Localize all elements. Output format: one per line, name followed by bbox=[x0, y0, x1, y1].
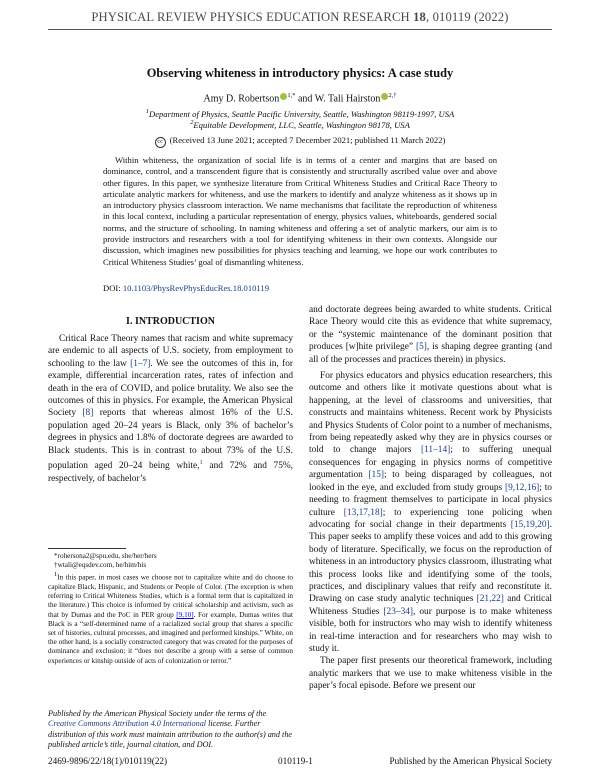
citation-link[interactable]: [13,17,18] bbox=[343, 507, 383, 518]
paragraph bbox=[48, 333, 293, 485]
creative-commons-icon: cc bbox=[155, 137, 166, 148]
header-rule bbox=[48, 29, 552, 30]
citation-link[interactable]: [21,22] bbox=[476, 594, 504, 605]
section-heading: I. INTRODUCTION bbox=[126, 316, 215, 327]
citation-link[interactable]: [11–14] bbox=[421, 445, 451, 456]
footnotes bbox=[48, 552, 293, 666]
text-run: reports that whereas almost 16% of the U.S. population aged 20–24 years is Black, only 3% of bachelor’s degrees in physics and 1.8% of doctorate degrees are awarded to Black students. This is in contrast to about 73% of the U.S. population aged 20–24 being white, bbox=[48, 408, 293, 472]
author-1-sup: 1,* bbox=[287, 92, 296, 99]
footnote-link[interactable]: 1 bbox=[199, 459, 203, 467]
text-run: and doctorate degrees being awarded to white students. Critical Race Theory would cite this as evidence that white supremacy, or the “systemic maintenance of the dominant position that produces [w]hite privilege” bbox=[309, 305, 552, 353]
affiliation-2-sup: 2 bbox=[190, 119, 194, 126]
article-number: 010119 bbox=[432, 10, 471, 24]
footer-page: 010119-1 bbox=[278, 756, 313, 766]
publication-notice bbox=[48, 709, 293, 750]
paragraph bbox=[309, 304, 552, 366]
citation-link[interactable]: [23–34] bbox=[383, 606, 414, 617]
left-column bbox=[48, 333, 293, 485]
text-run: , our purpose is to make whiteness visible, both for instructors who may wish to identify whiteness in real-time interaction and for researchers who may wish to study it. bbox=[309, 606, 552, 654]
citation-link[interactable]: [5] bbox=[415, 342, 427, 353]
text-run: For physics educators and physics education researchers, this outcome and others like it motivate questions about what is happening, at the level of classrooms and universities, that constructs and maintains whiteness. Recent work by Physicists and Physics Students of Color point to a number of mechanisms, from being repeatedly asked why they are in physics courses or told to change majors bbox=[309, 371, 552, 456]
license-link[interactable]: Creative Commons Attribution 4.0 International bbox=[48, 719, 207, 729]
received-text: (Received 13 June 2021; accepted 7 December 2021; published 11 March 2022) bbox=[169, 135, 446, 145]
footnote-rule bbox=[48, 548, 126, 549]
citation-link[interactable]: [1–7] bbox=[130, 358, 151, 369]
journal-volume: 18 bbox=[413, 10, 426, 24]
journal-name: PHYSICAL REVIEW PHYSICS EDUCATION RESEARCH bbox=[91, 10, 410, 24]
text-run: , is shaping degree granting (and all of the processes and practices therein) in physics. bbox=[309, 342, 553, 365]
text-run: ; to experiencing tone policing when advocating for social change in their departments bbox=[309, 507, 553, 530]
text-run: . This paper seeks to amplify these voices and add to this growing body of literature. Specifically, we focus on the reproduction of whiteness in an introductory physics classroom, illustrating what this process looks like and identifying some of the tools, practices, and disciplinary values that reify and reconstitute it. Drawing on case study analytic techniques bbox=[309, 519, 552, 605]
citation-link[interactable]: [15] bbox=[368, 470, 385, 481]
author-line bbox=[48, 92, 552, 104]
affiliation-2 bbox=[48, 119, 552, 130]
citation-link[interactable]: [9,12,16] bbox=[505, 482, 540, 493]
footer-left: 2469-9896/22/18(1)/010119(22) bbox=[48, 756, 168, 766]
doi-line bbox=[103, 283, 269, 293]
citation-link[interactable]: [15,19,20] bbox=[510, 519, 550, 530]
text-run: ; to being disparaged by colleagues, not looked in the eye, and excluded from study groups bbox=[309, 470, 552, 493]
footnote-marker: 1 bbox=[54, 571, 58, 579]
journal-year: (2022) bbox=[474, 10, 509, 24]
paper-title: Observing whiteness in introductory physics: A case study bbox=[146, 66, 454, 80]
doi-label: DOI: bbox=[103, 283, 121, 293]
received-dates bbox=[48, 135, 552, 148]
author-2-sup: 2,† bbox=[388, 92, 397, 99]
text-run: Published by the American Physical Society under the terms of the bbox=[48, 709, 267, 718]
footnote-email-1: *rohersona2@spu.edu, she/her/hers bbox=[54, 552, 157, 560]
text-run: ; to needing to fragment themselves to participate in local physics culture bbox=[309, 482, 552, 518]
text-run: license. Further distribution of this work must maintain attribution to the author(s) and the published article’s title, journal citation, and DOI. bbox=[48, 719, 293, 749]
text-run: and 72% and 75%, respectively, of bachelor’s bbox=[48, 461, 293, 484]
running-header: PHYSICAL REVIEW PHYSICS EDUCATION RESEARCH 18, 010119 (2022) bbox=[91, 10, 509, 24]
paragraph: The paper first presents our theoretical framework, including analytic markers that we use to make whiteness visible in the paper’s focal episode. Before we present our bbox=[309, 656, 552, 692]
text-run: . We see the outcomes of this in, for example, differential incarceration rates, rates of infection and death in the era of COVID, and police brutality. We also see the outcomes of this in physics. For example, the American Physical Society bbox=[48, 358, 293, 419]
author-1[interactable]: Amy D. Robertson bbox=[203, 93, 280, 105]
citation-link[interactable]: [8] bbox=[82, 408, 94, 419]
text-run: Critical Race Theory names that racism and white supremacy are endemic to all aspects of U.S. society, from employment to schooling to the law bbox=[48, 334, 293, 369]
author-2[interactable]: W. Tali Hairston bbox=[314, 93, 381, 105]
affiliation-1-text: Department of Physics, Seattle Pacific University, Seattle, Washington 98119-1997, USA bbox=[148, 108, 455, 119]
text-run: ; to suffering unequal consequences for engaging in physics norms of competitive argumentation bbox=[309, 445, 552, 481]
text-run: In this paper, in most cases we choose not to capitalize white and do choose to capitalize Black, Hispanic, and Students or People of Color. (The exception is when referring to Critical Whiteness Studies, which is a formal term that is capitalized in the literature.) This choice is informed by critical scholarship and activism, such as that by Dumas and the PoC in PER group bbox=[48, 573, 293, 619]
author-and: and bbox=[297, 93, 313, 105]
footnote-email-2: †wtali@eqsdev.com, he/him/his bbox=[54, 561, 147, 570]
affiliation-1 bbox=[48, 108, 552, 119]
footnote-1 bbox=[48, 570, 293, 665]
citation-link[interactable]: [9,10] bbox=[176, 610, 194, 619]
abstract: Within whiteness, the organization of social life is in terms of a center and margins that are based on dominance, control, and a transcendent figure that is consistently and structurally ascribed value over and above other figures. In this paper, we synthesize literature from Critical Whiteness Studies and Critical Race Theory to articulate analytic markers for whiteness, and use the markers to identify and analyze whiteness as it shows up in an introductory physics classroom interaction. We name mechanisms that facilitate the reproduction of whiteness in this local context, including a particular representation of energy, physics values, whiteboards, gendered social norms, and the structure of schooling. In naming whiteness and offering a set of analytic markers, our aim is to provide instructors and researchers with a tool for identifying whiteness in their own contexts. Alongside our discussion, which imagines new possibilities for physics teaching and learning, we hope our work contributes to Critical Whiteness Studies’ goal of dismantling whiteness. bbox=[103, 155, 497, 267]
doi-link[interactable]: 10.1103/PhysRevPhysEducRes.18.010119 bbox=[122, 283, 270, 293]
paragraph bbox=[309, 370, 552, 655]
affiliation-2-text: Equitable Development, LLC, Seattle, Washington 98178, USA bbox=[193, 119, 410, 130]
text-run: and Critical Whiteness Studies bbox=[309, 594, 552, 617]
text-run: . For example, Dumas writes that Black is a “self-determined name of a racialized social group that shares a specific set of histories, cultural processes, and imagined and performed kinships.” White, on the other hand, is a socially constructed category that was created for the purposes of dominance and exclusion; it “does not describe a group with a sense of common experiences or kinship outside of acts of colonization or terror.” bbox=[48, 610, 293, 665]
affiliation-1-sup: 1 bbox=[145, 108, 149, 115]
footer-right: Published by the American Physical Society bbox=[389, 756, 552, 766]
right-column bbox=[309, 304, 552, 693]
